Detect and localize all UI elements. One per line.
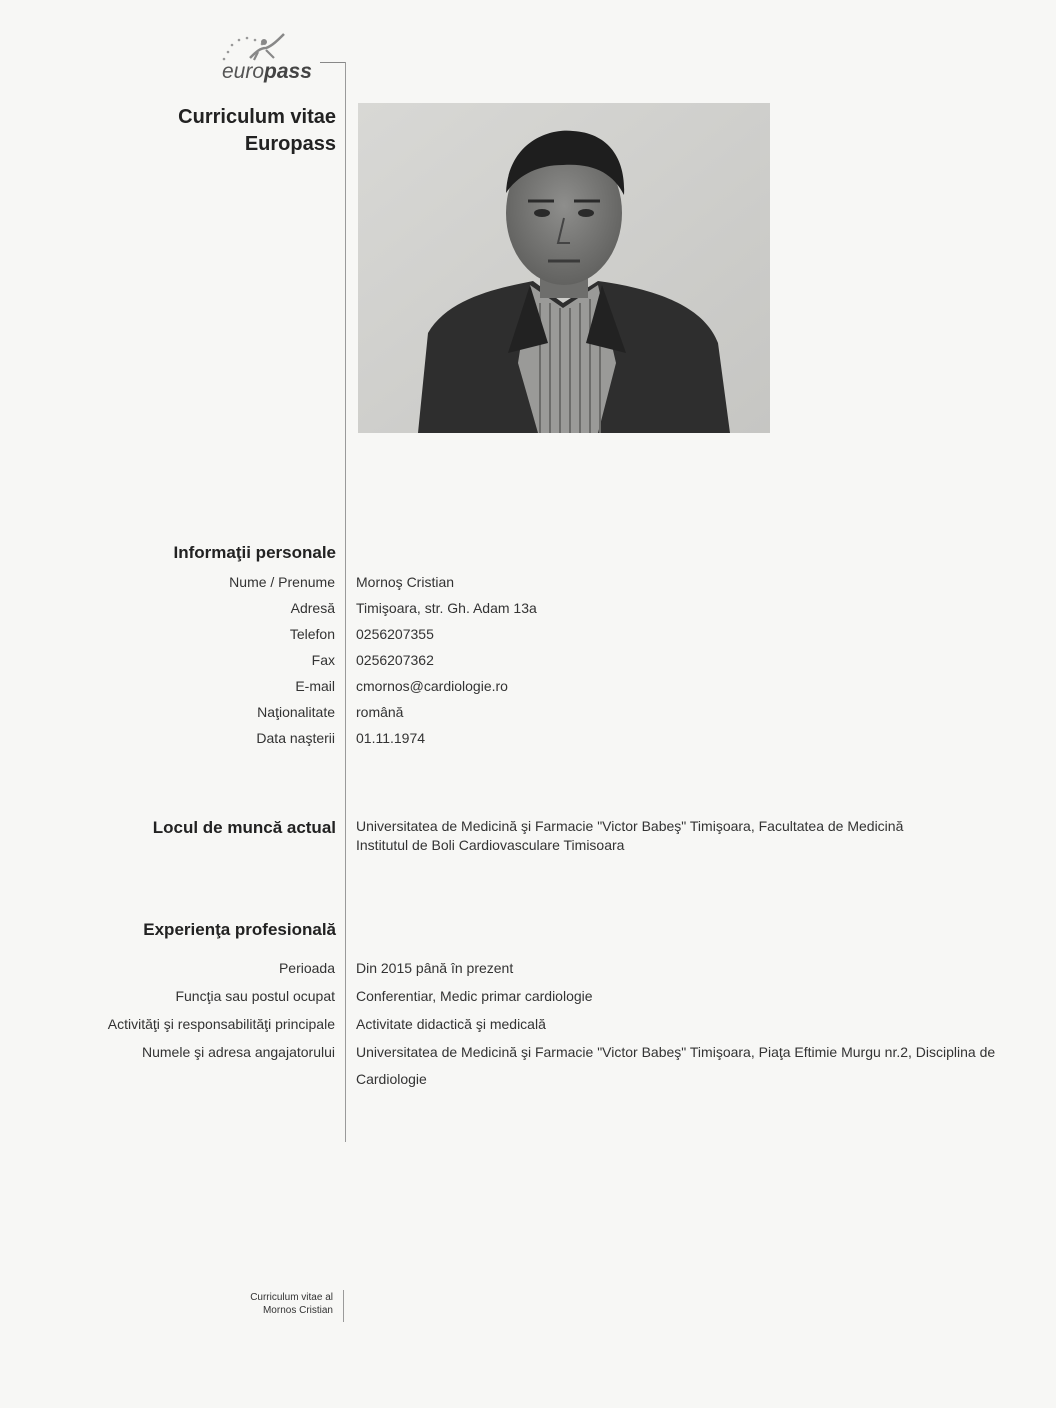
field-value-phone: 0256207355: [356, 626, 434, 642]
cv-title-line2: Europass: [244, 133, 336, 155]
field-value-nationality: română: [356, 704, 404, 720]
field-label-name: Nume / Prenume: [229, 574, 335, 590]
field-label-phone: Telefon: [289, 626, 335, 642]
exp-label-activities: Activităţi şi responsabilităţi principale: [107, 1016, 335, 1032]
europass-wordmark: [222, 60, 312, 84]
exp-value-employer: Universitatea de Medicină şi Farmacie "Victor Babeş" Timişoara, Piaţa Eftimie Murgu nr.2, Disciplina de Cardiologie: [356, 1044, 996, 1087]
exp-value-activities: Activitate didactică şi medicală: [356, 1016, 546, 1032]
cv-title: [178, 104, 336, 158]
cv-title-line1: Curriculum vitae: [178, 106, 336, 128]
field-value-birthdate: 01.11.1974: [356, 730, 426, 746]
footer-divider: [343, 1290, 344, 1322]
logo-rule: [320, 62, 346, 63]
workplace-line2: Institutul de Boli Cardiovasculare Timisoara: [356, 837, 625, 853]
experience-heading: Experienţa profesională: [143, 920, 336, 939]
personal-info-heading: Informaţii personale: [173, 543, 336, 562]
logo-suffix: pass: [264, 60, 312, 83]
field-label-fax: Fax: [311, 652, 335, 668]
exp-value-period: Din 2015 până în prezent: [356, 960, 514, 976]
workplace-line1: Universitatea de Medicină şi Farmacie "Victor Babeş" Timişoara, Facultatea de Medicină: [356, 818, 904, 834]
logo-prefix: euro: [222, 60, 265, 83]
field-value-name: Mornoş Cristian: [356, 574, 455, 590]
portrait-photo: [358, 103, 770, 433]
exp-value-position: Conferentiar, Medic primar cardiologie: [356, 988, 593, 1004]
exp-label-period: Perioada: [278, 960, 335, 976]
field-label-birthdate: Data naşterii: [256, 730, 335, 746]
field-value-fax: 0256207362: [356, 652, 434, 668]
field-value-address: Timişoara, str. Gh. Adam 13a: [356, 600, 537, 616]
workplace-heading: Locul de muncă actual: [152, 818, 336, 837]
field-label-email: E-mail: [295, 678, 335, 694]
footer-line2: Mornos Cristian: [262, 1305, 333, 1316]
exp-label-position: Funcţia sau postul ocupat: [175, 988, 335, 1004]
field-value-email: cmornos@cardiologie.ro: [356, 678, 508, 694]
field-label-nationality: Naţionalitate: [257, 704, 335, 720]
exp-label-employer: Numele şi adresa angajatorului: [142, 1044, 335, 1060]
footer-line1: Curriculum vitae al: [250, 1292, 333, 1303]
field-label-address: Adresă: [290, 600, 335, 616]
column-divider: [345, 62, 346, 1142]
page-footer: [250, 1291, 333, 1317]
